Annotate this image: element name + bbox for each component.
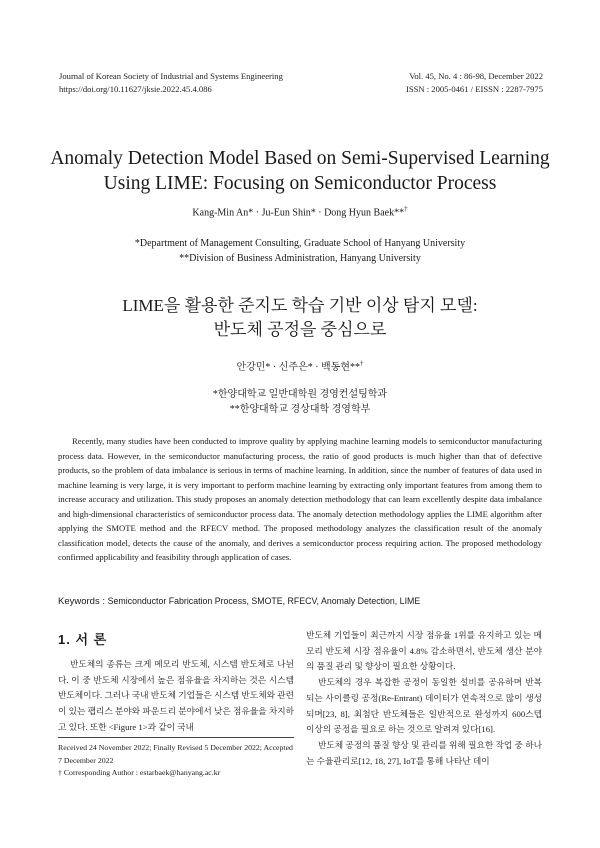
keywords <box>58 596 542 607</box>
korean-authors <box>0 358 600 373</box>
running-header-right <box>406 70 543 96</box>
english-affiliations <box>0 236 600 266</box>
abstract-text: Recently, many studies have been conducted to improve quality by applying machine learning models to semiconductor manufacturing process data. However, in the semiconductor manufacturing process, the ratio of good products is much higher than that of defective products, so the problem of data imbalance is serious in terms of machine learning. In addition, since the number of features of data used in machine learning is very large, it is very important to perform machine learning by extracting only important features from among them to increase accuracy and utilization. This study proposes an anomaly detection methodology that can learn excellently despite data imbalance and high-dimensional characteristics of semiconductor process data. The anomaly detection methodology applies the LIME algorithm after applying the SMOTE method and the RFECV method. The proposed methodology analyzes the classification result of the anomaly classification model, detects the cause of the anomaly, and derives a semiconductor process requiring action. The proposed methodology confirmed applicability and feasibility through application of cases. <box>58 436 542 562</box>
footnote-divider <box>58 737 294 738</box>
korean-title <box>0 294 600 342</box>
english-affiliation-2: **Division of Business Administration, Hanyang University <box>179 253 421 264</box>
running-header-left <box>59 70 283 96</box>
korean-affiliations <box>0 387 600 417</box>
right-paragraph-1: 반도체 기업들이 최근까지 시장 점유율 1위를 유지하고 있는 메모리 반도체 시장 점유율이 4.8% 감소하면서, 반도체 생산 분야의 품질 관리 및 향상이 필요한 상황이다. <box>306 630 542 672</box>
korean-corresponding-mark: † <box>360 359 364 368</box>
english-title <box>0 146 600 196</box>
korean-title-line-2: 반도체 공정을 중심으로 <box>213 320 387 339</box>
korean-affiliation-1: *한양대학교 일반대학원 경영컨설팅학과 <box>212 389 388 400</box>
english-authors <box>0 205 600 218</box>
corresponding-mark: † <box>404 205 408 213</box>
keywords-label: Keywords : <box>58 596 108 607</box>
received-dates: Received 24 November 2022; Finally Revised 5 December 2022; Accepted 7 December 2022 <box>58 743 293 765</box>
journal-name: Journal of Korean Society of Industrial and Systems Engineering <box>59 71 283 81</box>
left-column <box>58 657 294 736</box>
abstract <box>58 434 542 565</box>
footnotes <box>58 742 294 780</box>
korean-author-names: 안강민* · 신주은* · 백동현** <box>236 362 361 373</box>
left-paragraph: 반도체의 종류는 크게 메모리 반도체, 시스템 반도체로 나뉜다. 이 중 반도체 시장에서 높은 점유율을 차지하는 것은 시스템 반도체이다. 그러나 국내 반도체 기업들은 시스템 반도체와 관련이 있는 팹리스 분야와 파운드리 분야에서 낮은 점유율을 차지하고 있다. 또한 <Figure 1>과 같이 국내 <box>58 659 294 732</box>
english-author-names: Kang-Min An* · Ju-Eun Shin* · Dong Hyun Baek** <box>192 207 405 219</box>
keywords-text: Semiconductor Fabrication Process, SMOTE, RFECV, Anomaly Detection, LIME <box>107 596 421 606</box>
english-title-line-2: Using LIME: Focusing on Semiconductor Process <box>103 173 497 194</box>
right-paragraph-2: 반도체의 경우 복잡한 공정이 동일한 설비를 공유하며 반복되는 사이클링 공정(Re-Entrant) 데이터가 연속적으로 많이 생성되며[23, 8], 최첨단 반도체들은 일반적으로 완성까지 600스텝 이상의 공정을 필요로 하는 것으로 알려져 있다[16]. <box>306 677 542 735</box>
korean-title-line-1: LIME을 활용한 준지도 학습 기반 이상 탐지 모델: <box>122 296 478 315</box>
english-title-line-1: Anomaly Detection Model Based on Semi-Supervised Learning <box>50 148 550 169</box>
doi-link[interactable]: https://doi.org/10.11627/jksie.2022.45.4.086 <box>59 84 212 94</box>
right-paragraph-3: 반도체 공정의 품질 향상 및 관리를 위해 필요한 작업 중 하나는 수율관리로[12, 18, 27], IoT를 통해 나타난 데이 <box>306 739 542 766</box>
korean-affiliation-2: **한양대학교 경상대학 경영학부 <box>229 404 371 415</box>
section-heading-introduction: 1. 서 론 <box>58 632 108 647</box>
volume-info: Vol. 45, No. 4 : 86-98, December 2022 <box>409 71 543 81</box>
english-affiliation-1: *Department of Management Consulting, Graduate School of Hanyang University <box>134 238 466 249</box>
corresponding-author: † Corresponding Author : estarbaek@hanyang.ac.kr <box>58 768 221 777</box>
right-column <box>306 628 542 769</box>
issn-info: ISSN : 2005-0461 / EISSN : 2287-7975 <box>405 84 543 94</box>
